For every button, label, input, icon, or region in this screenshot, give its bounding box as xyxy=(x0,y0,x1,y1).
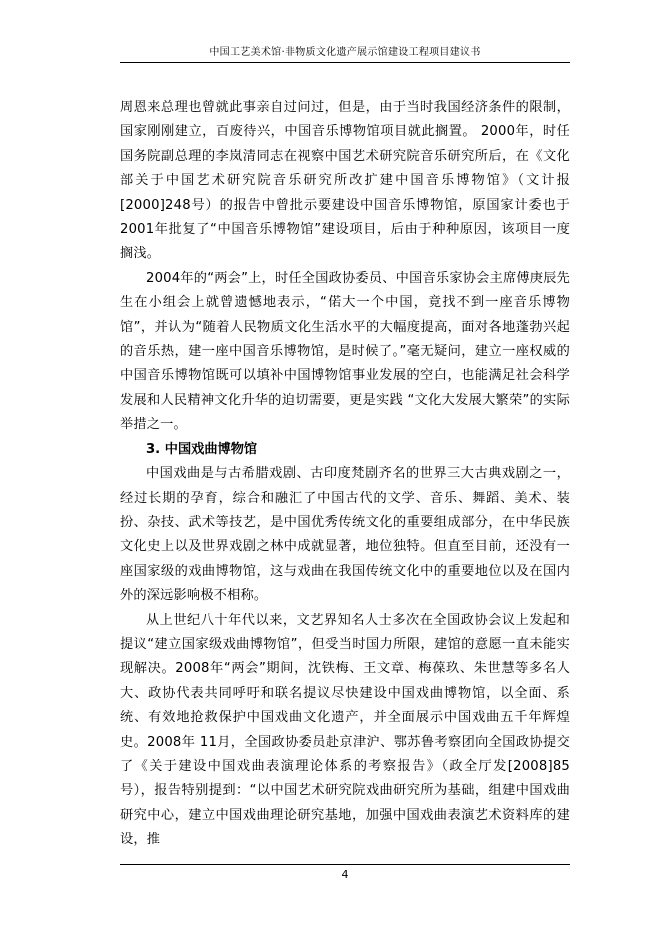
paragraph-opera-museum-proposals: 从上世纪八十年代以来，文艺界知名人士多次在全国政协会议上发起和提议“建立国家级戏曲博物馆”，但受当时国力所限，建馆的意愿一直未能实现解决。2008年“两会”期间，沈铁梅、王文章、梅葆玖、朱世慧等多名人大、政协代表共同呼吁和联名提议尽快建设中国戏曲博物馆，以全面、系统、有效地抢救保护中国戏曲文化遗产，并全面展示中国戏曲五千年辉煌史。2008年 11月，全国政协委员赴京津沪、鄂苏鲁考察团向全国政协提交了《关于建设中国戏曲表演理论体系的考察报告》（政全厅发[2008]85号），报告特别提到：“以中国艺术研究院戏曲研究所为基础，组建中国戏曲研究中心，建立中国戏曲理论研究基地，加强中国戏曲表演艺术资料库的建设，推 xyxy=(120,612,570,848)
paragraph-chinese-opera-intro: 中国戏曲是与古希腊戏剧、古印度梵剧齐名的世界三大古典戏剧之一，经过长期的孕育，综合和融汇了中国古代的文学、音乐、舞蹈、美术、装扮、杂技、武术等技艺，是中国优秀传统文化的重要组成部分，在中华民族文化史上以及世界戏剧之林中成就显著，地位独特。但直至目前，还没有一座国家级的戏曲博物馆，这与戏曲在我国传统文化中的重要地位以及在国内外的深远影响极不相称。 xyxy=(120,466,570,604)
header-divider xyxy=(120,62,570,63)
paragraph-two-sessions-2004: 2004年的“两会”上，时任全国政协委员、中国音乐家协会主席傅庚辰先生在小组会上就曾遗憾地表示，“偌大一个中国，竟找不到一座音乐博物馆”，并认为“随着人民物质文化生活水平的大幅度提高，面对各地蓬勃兴起的音乐热，建一座中国音乐博物馆，是时候了。”毫无疑问，建立一座权威的中国音乐博物馆既可以填补中国博物馆事业发展的空白，也能满足社会科学发展和人民精神文化升华的迫切需要，更是实践 “文化大发展大繁荣”的实际举措之一。 xyxy=(120,270,570,433)
document-body xyxy=(120,96,570,853)
page-header-title: 中国工艺美术馆·非物质文化遗产展示馆建设工程项目建议书 xyxy=(209,47,481,58)
page-number: 4 xyxy=(341,868,349,881)
footer-divider xyxy=(120,864,570,865)
section-heading-opera-museum: 3. 中国戏曲博物馆 xyxy=(146,441,258,457)
paragraph-music-museum-history: 周恩来总理也曾就此事亲自过问过，但是，由于当时我国经济条件的限制，国家刚刚建立，百废待兴，中国音乐博物馆项目就此搁置。 2000年，时任国务院副总理的李岚清同志在视察中国艺术研究院音乐研究所后，在《文化部关于中国艺术研究院音乐研究所改扩建中国音乐博物馆》（文计报[2000]248号）的报告中曾批示要建设中国音乐博物馆，原国家计委也于 2001年批复了“中国音乐博物馆”建设项目，后由于种种原因，该项目一度搁浅。 xyxy=(120,100,570,262)
